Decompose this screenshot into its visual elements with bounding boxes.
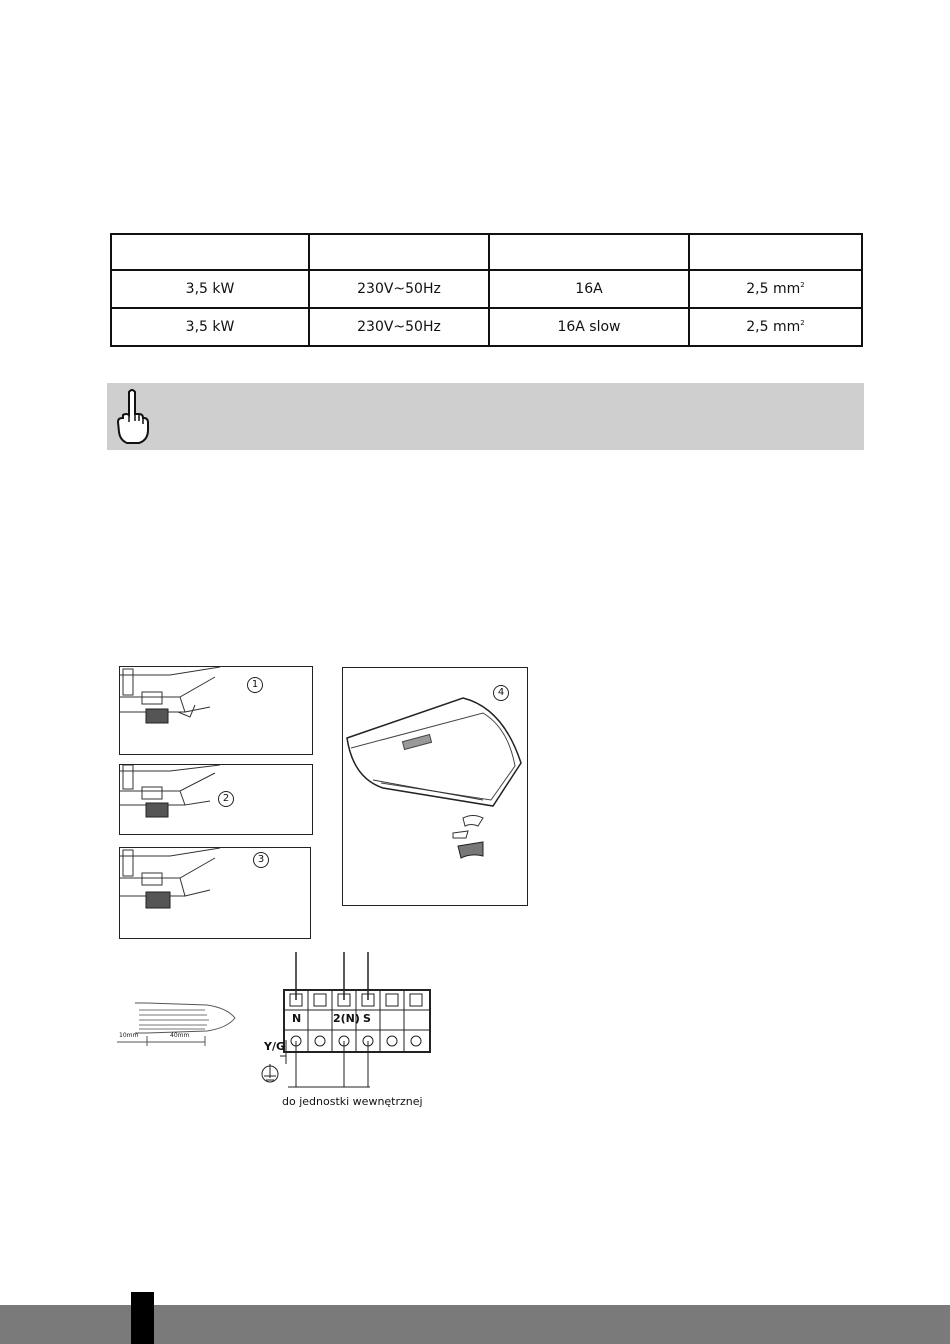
figure-step-4 (342, 667, 528, 906)
figure-step-1 (119, 666, 313, 755)
step-number: 2 (218, 791, 234, 807)
figure-step-3 (119, 847, 311, 939)
terminal-n-label: N (292, 1012, 302, 1025)
cable-value: 2,5 mm (746, 281, 801, 297)
header-cell (489, 234, 689, 270)
fuse-cell: 16A slow (489, 308, 689, 346)
cable-cell (689, 308, 862, 346)
table-row (111, 270, 862, 308)
electrical-spec-table (110, 233, 863, 347)
header-cell (689, 234, 862, 270)
figure-step-2 (119, 764, 313, 835)
step-number: 1 (247, 677, 263, 693)
header-cell (111, 234, 309, 270)
voltage-cell: 230V~50Hz (309, 308, 489, 346)
terminal-s-label: S (363, 1012, 371, 1025)
pointing-hand-icon (113, 388, 153, 450)
step-number: 3 (253, 852, 269, 868)
header-cell (309, 234, 489, 270)
cable-unit-exponent: 2 (800, 319, 805, 327)
step-number: 4 (493, 685, 509, 701)
voltage-cell: 230V~50Hz (309, 270, 489, 308)
cable-cell (689, 270, 862, 308)
page-number-tab (131, 1292, 154, 1344)
cable-unit-exponent: 2 (800, 281, 805, 289)
power-cell: 3,5 kW (111, 270, 309, 308)
terminal-2n-label: 2(N) (333, 1012, 360, 1025)
cable-value: 2,5 mm (746, 319, 801, 335)
table-row (111, 308, 862, 346)
fuse-cell: 16A (489, 270, 689, 308)
power-cell: 3,5 kW (111, 308, 309, 346)
ground-label: Y/G (264, 1040, 286, 1053)
cable-length-label: 40mm (170, 1032, 190, 1039)
strip-length-label: 10mm (119, 1032, 139, 1039)
table-header-row (111, 234, 862, 270)
wiring-caption: do jednostki wewnętrznej (282, 1095, 423, 1108)
notice-banner (107, 383, 864, 450)
wire-strip-diagram (117, 998, 242, 1048)
terminal-block-diagram (258, 952, 436, 1092)
